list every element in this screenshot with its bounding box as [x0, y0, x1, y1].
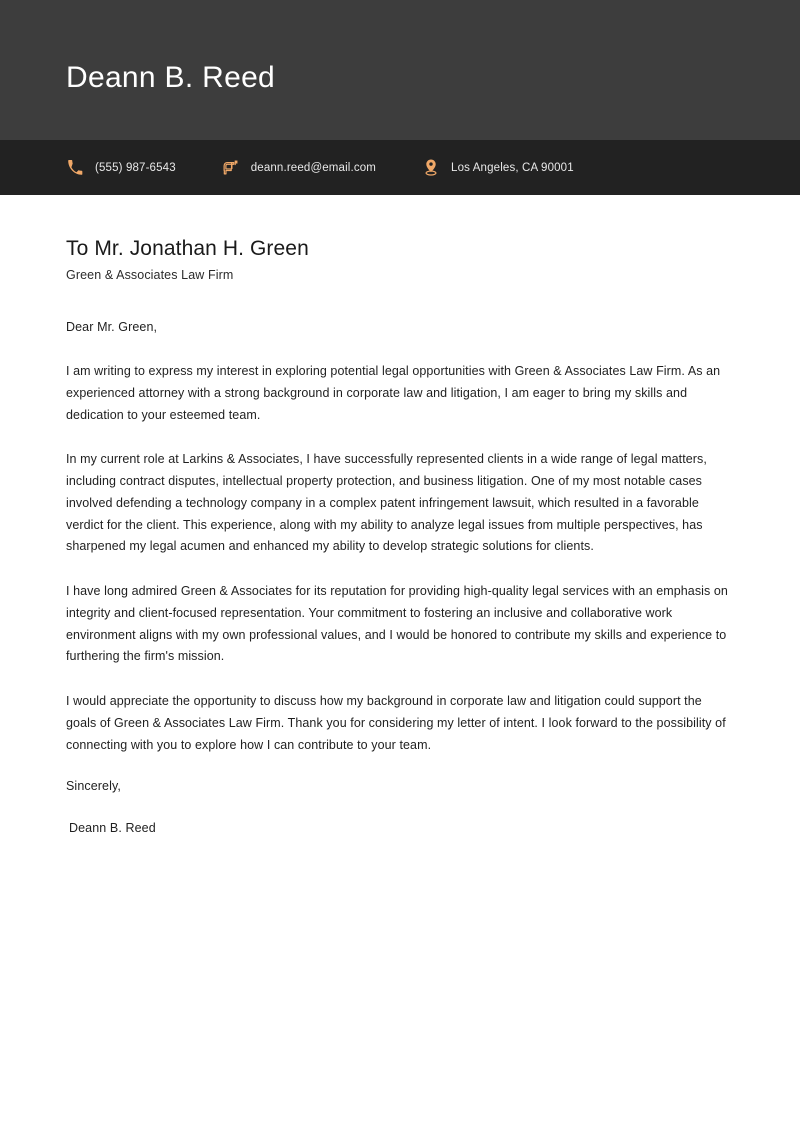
closing-line: Sincerely,: [66, 779, 121, 794]
phone-icon: [66, 159, 84, 177]
location-text: Los Angeles, CA 90001: [451, 161, 574, 174]
salutation: Dear Mr. Green,: [66, 320, 158, 334]
mailbox-icon: [222, 159, 240, 177]
signature-name: Deann B. Reed: [69, 821, 156, 836]
email-address: deann.reed@email.com: [250, 161, 377, 174]
contact-item-email[interactable]: [222, 159, 376, 177]
contact-bar: [0, 140, 800, 195]
applicant-name: Deann B. Reed: [66, 60, 276, 94]
letter-paragraph: In my current role at Larkins & Associates, I have successfully represented clients in a wide range of legal matters, including contract disputes, intellectual property protection, and business litigation. One of my most notable cases involved defending a technology company in a complex patent infringement lawsuit, which resulted in a favorable verdict for the client. This experience, along with my ability to analyze legal issues from multiple perspectives, has sharpened my legal acumen and enhanced my ability to develop strategic solutions for clients.: [66, 452, 707, 554]
phone-number: (555) 987-6543: [95, 161, 176, 174]
contact-item-location[interactable]: [422, 159, 574, 177]
document-header: [0, 0, 800, 140]
letter-paragraph: I would appreciate the opportunity to discuss how my background in corporate law and litigation could support the goals of Green & Associates Law Firm. Thank you for considering my letter of intent. I look forward to the possibility of connecting with you to explore how I can contribute to your team.: [66, 694, 726, 752]
contact-item-phone[interactable]: [66, 159, 176, 177]
map-pin-icon: [422, 159, 440, 177]
recipient-organization: Green & Associates Law Firm: [66, 268, 234, 282]
letter-paragraph: I am writing to express my interest in exploring potential legal opportunities with Green & Associates Law Firm. As an experienced attorney with a strong background in corporate law and litigation, I am eager to bring my skills and dedication to your esteemed team.: [66, 364, 721, 422]
letter-body: [0, 195, 800, 835]
recipient-name: To Mr. Jonathan H. Green: [66, 237, 309, 260]
letter-paragraph: I have long admired Green & Associates for its reputation for providing high-quality legal services with an emphasis on integrity and client-focused representation. Your commitment to fostering an inclusive and collaborative work environment aligns with my own professional values, and I would be honored to contribute my skills and experience to furthering the firm's mission.: [66, 584, 728, 664]
